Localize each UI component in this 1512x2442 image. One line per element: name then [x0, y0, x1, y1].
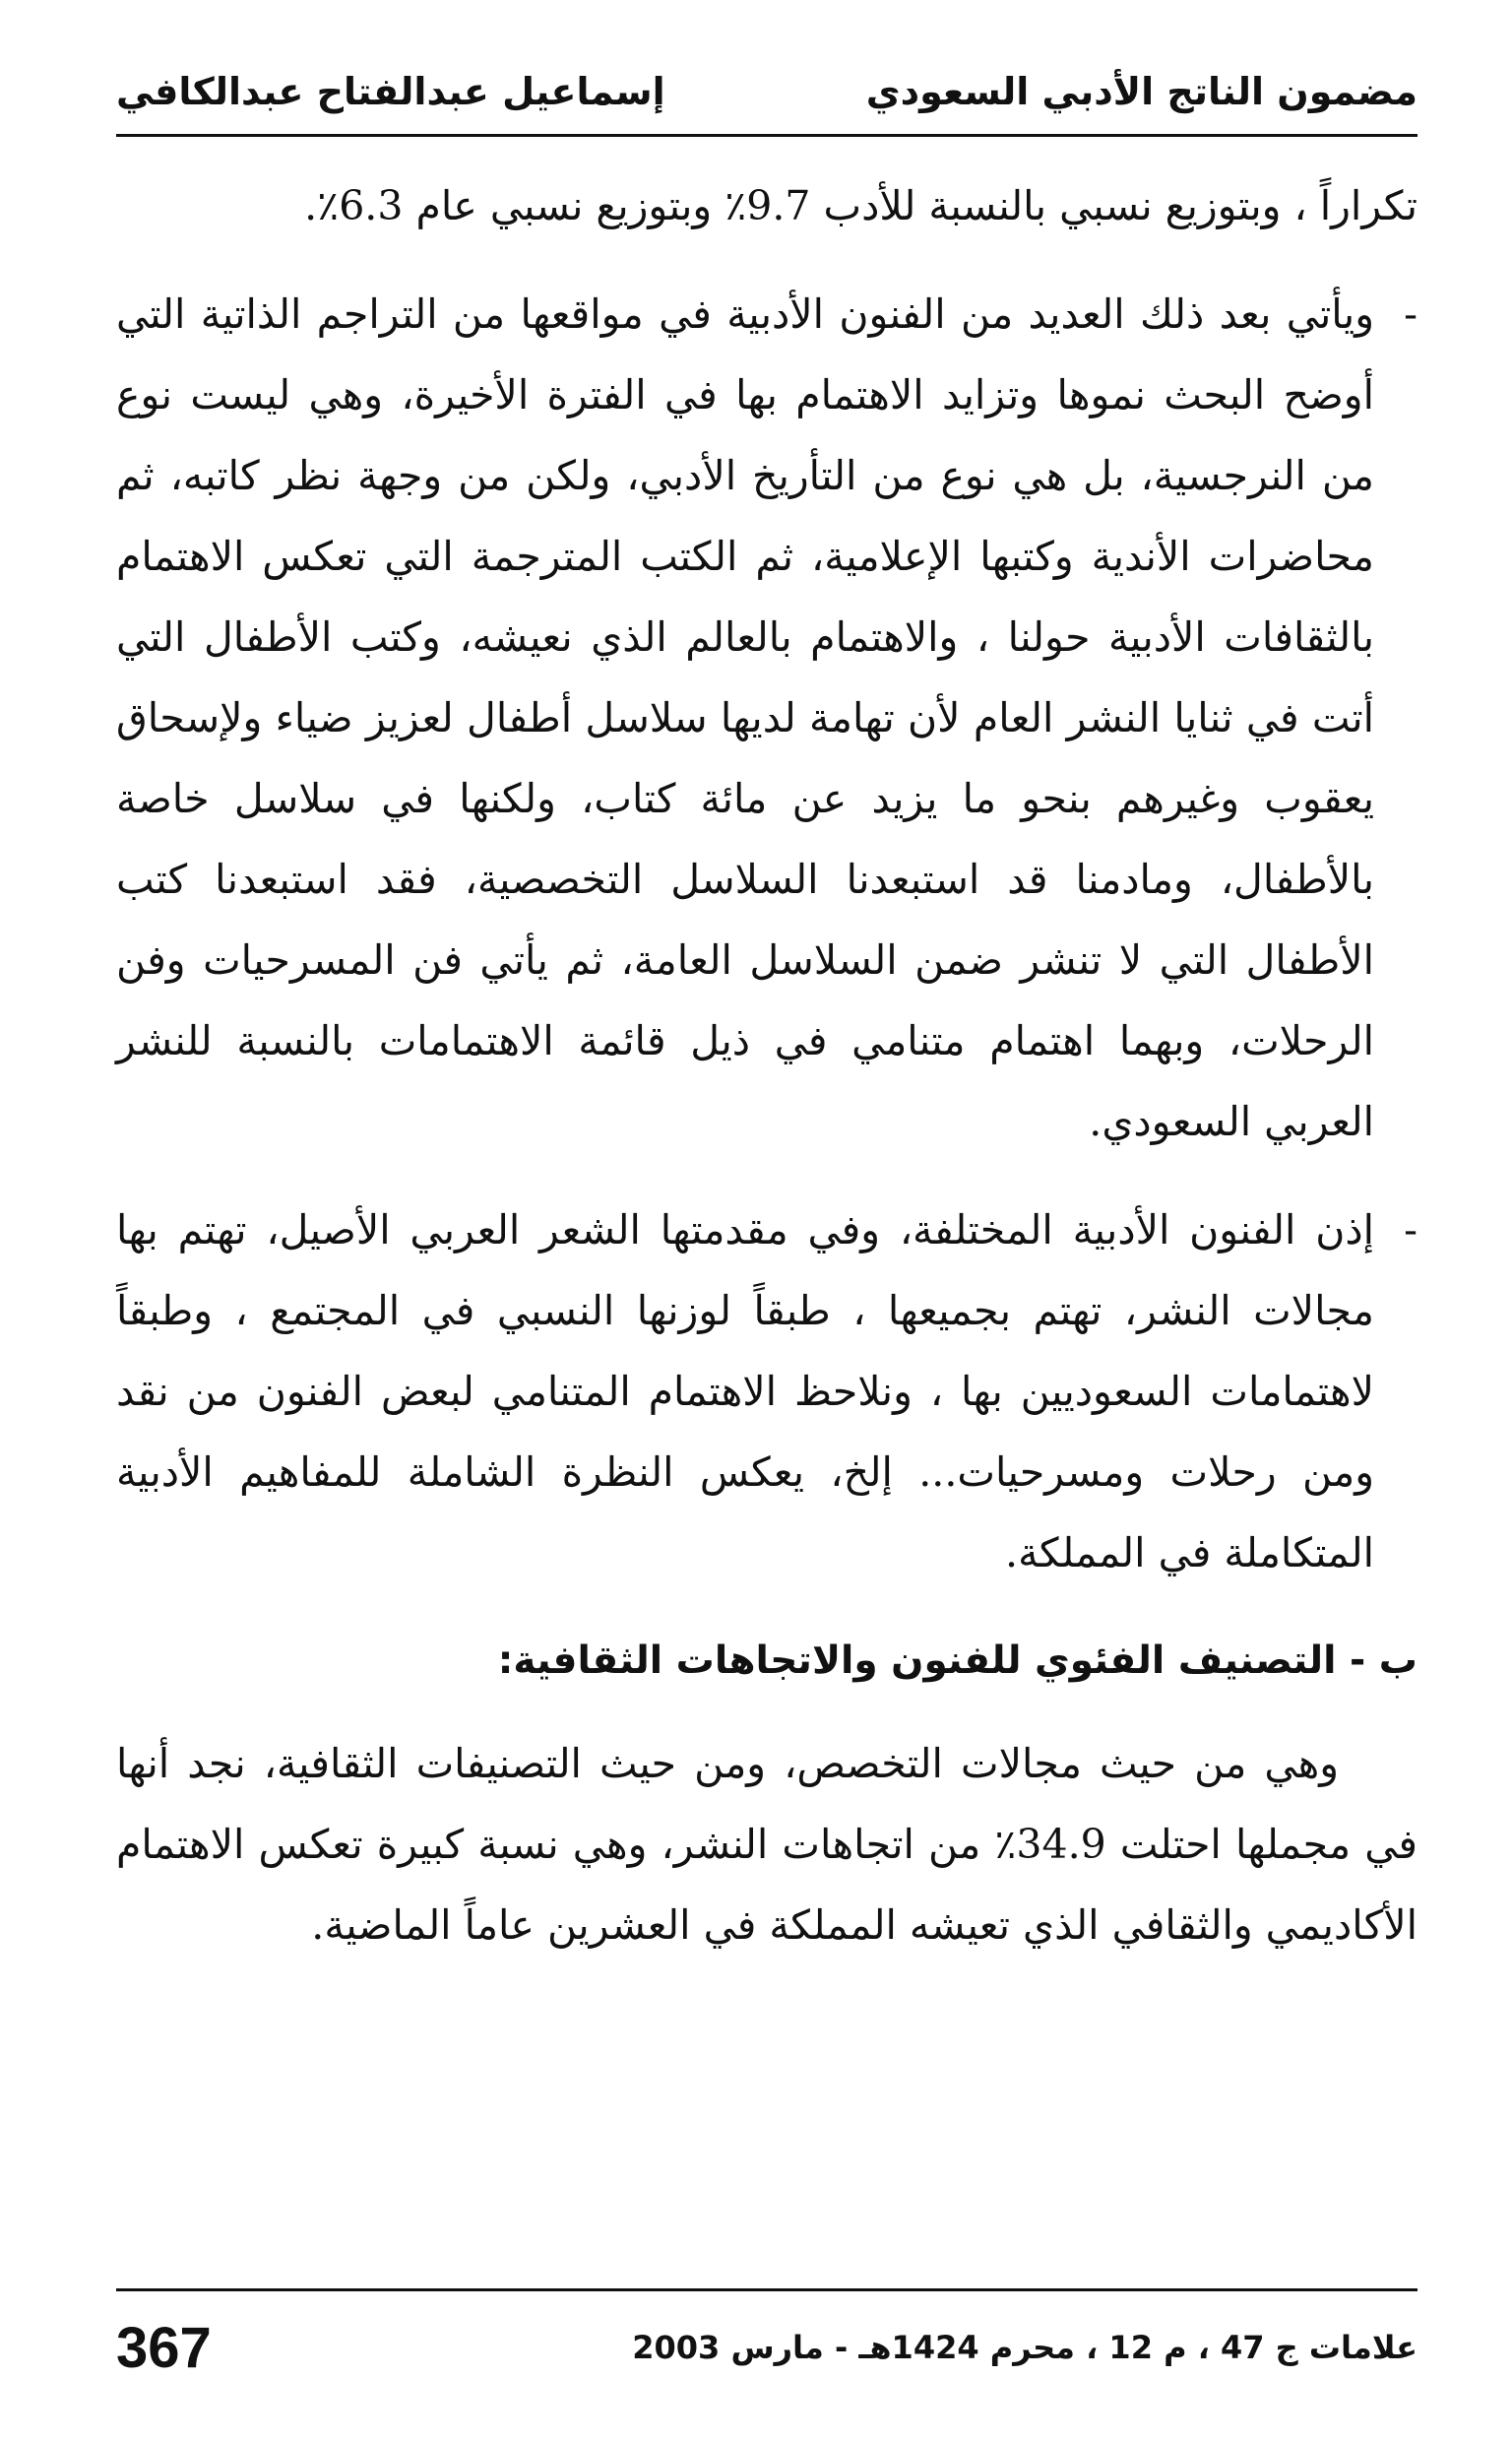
bullet-paragraph-text: ويأتي بعد ذلك العديد من الفنون الأدبية في مواقعها من التراجم الذاتية التي أوضح البحث نموها وتزايد الاهتمام بها في الفترة الأخيرة، وهي ليست نوع من النرجسية، بل هي نوع من التأريخ الأدبي، ولكن من وجهة نظر كاتبه، ثم محاضرات الأندية وكتبها الإعلامية، ثم الكتب المترجمة التي تعكس الاهتمام بالثقافات الأدبية حولنا ، والاهتمام بالعالم الذي نعيشه، وكتب الأطفال التي أتت في ثنايا النشر العام لأن تهامة لديها سلاسل أطفال لعزيز ضياء ولإسحاق يعقوب وغيرهم بنحو ما يزيد عن مائة كتاب، ولكنها في سلاسل خاصة بالأطفال، ومادمنا قد استبعدنا السلاسل التخصصية، فقد استبعدنا كتب الأطفال التي لا تنشر ضمن السلاسل العامة، ثم يأتي فن المسرحيات وفن الرحلات، وبهما اهتمام متنامي في ذيل قائمة الاهتمامات بالنسبة للنشر العربي السعودي. [116, 290, 1374, 1145]
footer-rule [116, 2288, 1418, 2291]
bullet-dash: - [1404, 290, 1418, 338]
bullet-paragraph [116, 1189, 1418, 1593]
bullet-paragraph-text: إذن الفنون الأدبية المختلفة، وفي مقدمتها الشعر العربي الأصيل، تهتم بها مجالات النشر، تهتم بجميعها ، طبقاً لوزنها النسبي في المجتمع ، وطبقاً لاهتمامات السعوديين بها ، ونلاحظ الاهتمام المتنامي لبعض الفنون من نقد ومن رحلات ومسرحيات... إلخ، يعكس النظرة الشاملة للمفاهيم الأدبية المتكاملة في المملكة. [116, 1206, 1374, 1576]
document-page [116, 0, 1418, 2442]
section-title: مضمون الناتج الأدبي السعودي [865, 70, 1418, 113]
bullet-paragraph [116, 274, 1418, 1162]
section-heading: ب - التصنيف الفئوي للفنون والاتجاهات الثقافية: [497, 1639, 1418, 1683]
paragraph: وهي من حيث مجالات التخصص، ومن حيث التصنيفات الثقافية، نجد أنها في مجملها احتلت 34.9٪ من اتجاهات النشر، وهي نسبة كبيرة تعكس الاهتمام الأكاديمي والثقافي الذي تعيشه المملكة في العشرين عاماً الماضية. [116, 1740, 1418, 1949]
body-text [116, 165, 1418, 1965]
page-number: 367 [116, 2315, 212, 2380]
paragraph-continuation: تكراراً ، وبتوزيع نسبي بالنسبة للأدب 9.7٪ وبتوزيع نسبي عام 6.3٪. [304, 182, 1418, 229]
page-footer [116, 2308, 1418, 2387]
author-name: إسماعيل عبدالفتاح عبدالكافي [116, 70, 665, 113]
running-header [116, 57, 1418, 126]
journal-reference: علامات ج 47 ، م 12 ، محرم 1424هـ - مارس 2003 [632, 2329, 1418, 2366]
bullet-dash: - [1404, 1206, 1418, 1253]
header-rule [116, 134, 1418, 137]
